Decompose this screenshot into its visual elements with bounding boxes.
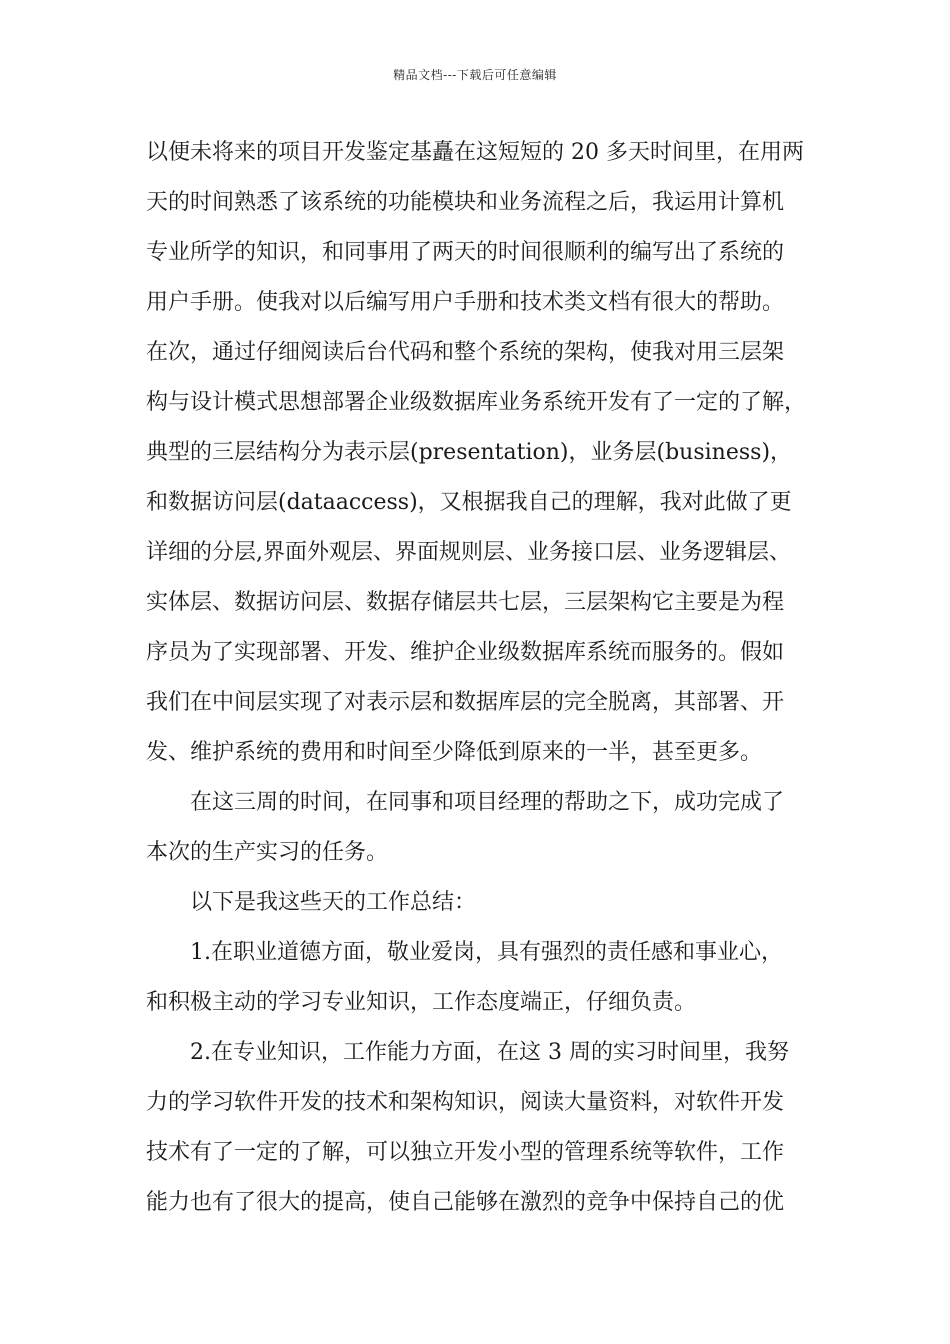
text-line: 在次，通过仔细阅读后台代码和整个系统的架构，使我对用三层架: [146, 340, 785, 365]
text-line: 详细的分层,界面外观层、界面规则层、业务接口层、业务逻辑层、: [146, 540, 791, 565]
text-line: 天的时间熟悉了该系统的功能模块和业务流程之后，我运用计算机: [146, 190, 785, 215]
text-line: 力的学习软件开发的技术和架构知识，阅读大量资料，对软件开发: [146, 1090, 785, 1115]
text-line: 1.在职业道德方面，敬业爱岗，具有强烈的责任感和事业心，: [190, 940, 783, 965]
text-line: 专业所学的知识，和同事用了两天的时间很顺利的编写出了系统的: [146, 240, 785, 265]
text-line: 典型的三层结构分为表示层(presentation)，业务层(business)，: [146, 440, 793, 465]
text-line: 以下是我这些天的工作总结：: [190, 890, 477, 915]
text-line: 以便未将来的项目开发鉴定基矗在这短短的 20 多天时间里，在用两: [146, 140, 804, 165]
text-line: 实体层、数据访问层、数据存储层共七层，三层架构它主要是为程: [146, 590, 785, 615]
text-line: 2.在专业知识，工作能力方面，在这 3 周的实习时间里，我努: [190, 1040, 789, 1065]
text-line: 和数据访问层(dataaccess)，又根据我自己的理解，我对此做了更: [146, 490, 792, 515]
text-line: 构与设计模式思想部署企业级数据库业务系统开发有了一定的了解，: [146, 390, 807, 415]
document-body: [146, 128, 826, 1228]
text-line: 序员为了实现部署、开发、维护企业级数据库系统而服务的。假如: [146, 640, 785, 665]
page-header: 精品文档---下载后可任意编辑: [393, 68, 557, 82]
text-line: 我们在中间层实现了对表示层和数据库层的完全脱离，其部署、开: [146, 690, 785, 715]
text-line: 本次的生产实习的任务。: [146, 840, 389, 865]
text-line: 发、维护系统的费用和时间至少降低到原来的一半，甚至更多。: [146, 740, 763, 765]
text-line: 技术有了一定的了解，可以独立开发小型的管理系统等软件，工作: [146, 1140, 785, 1165]
text-line: 在这三周的时间，在同事和项目经理的帮助之下，成功完成了: [190, 790, 785, 815]
text-line: 能力也有了很大的提高，使自己能够在激烈的竞争中保持自己的优: [146, 1190, 785, 1215]
text-line: 用户手册。使我对以后编写用户手册和技术类文档有很大的帮助。: [146, 290, 785, 315]
text-line: 和积极主动的学习专业知识，工作态度端正，仔细负责。: [146, 990, 697, 1015]
